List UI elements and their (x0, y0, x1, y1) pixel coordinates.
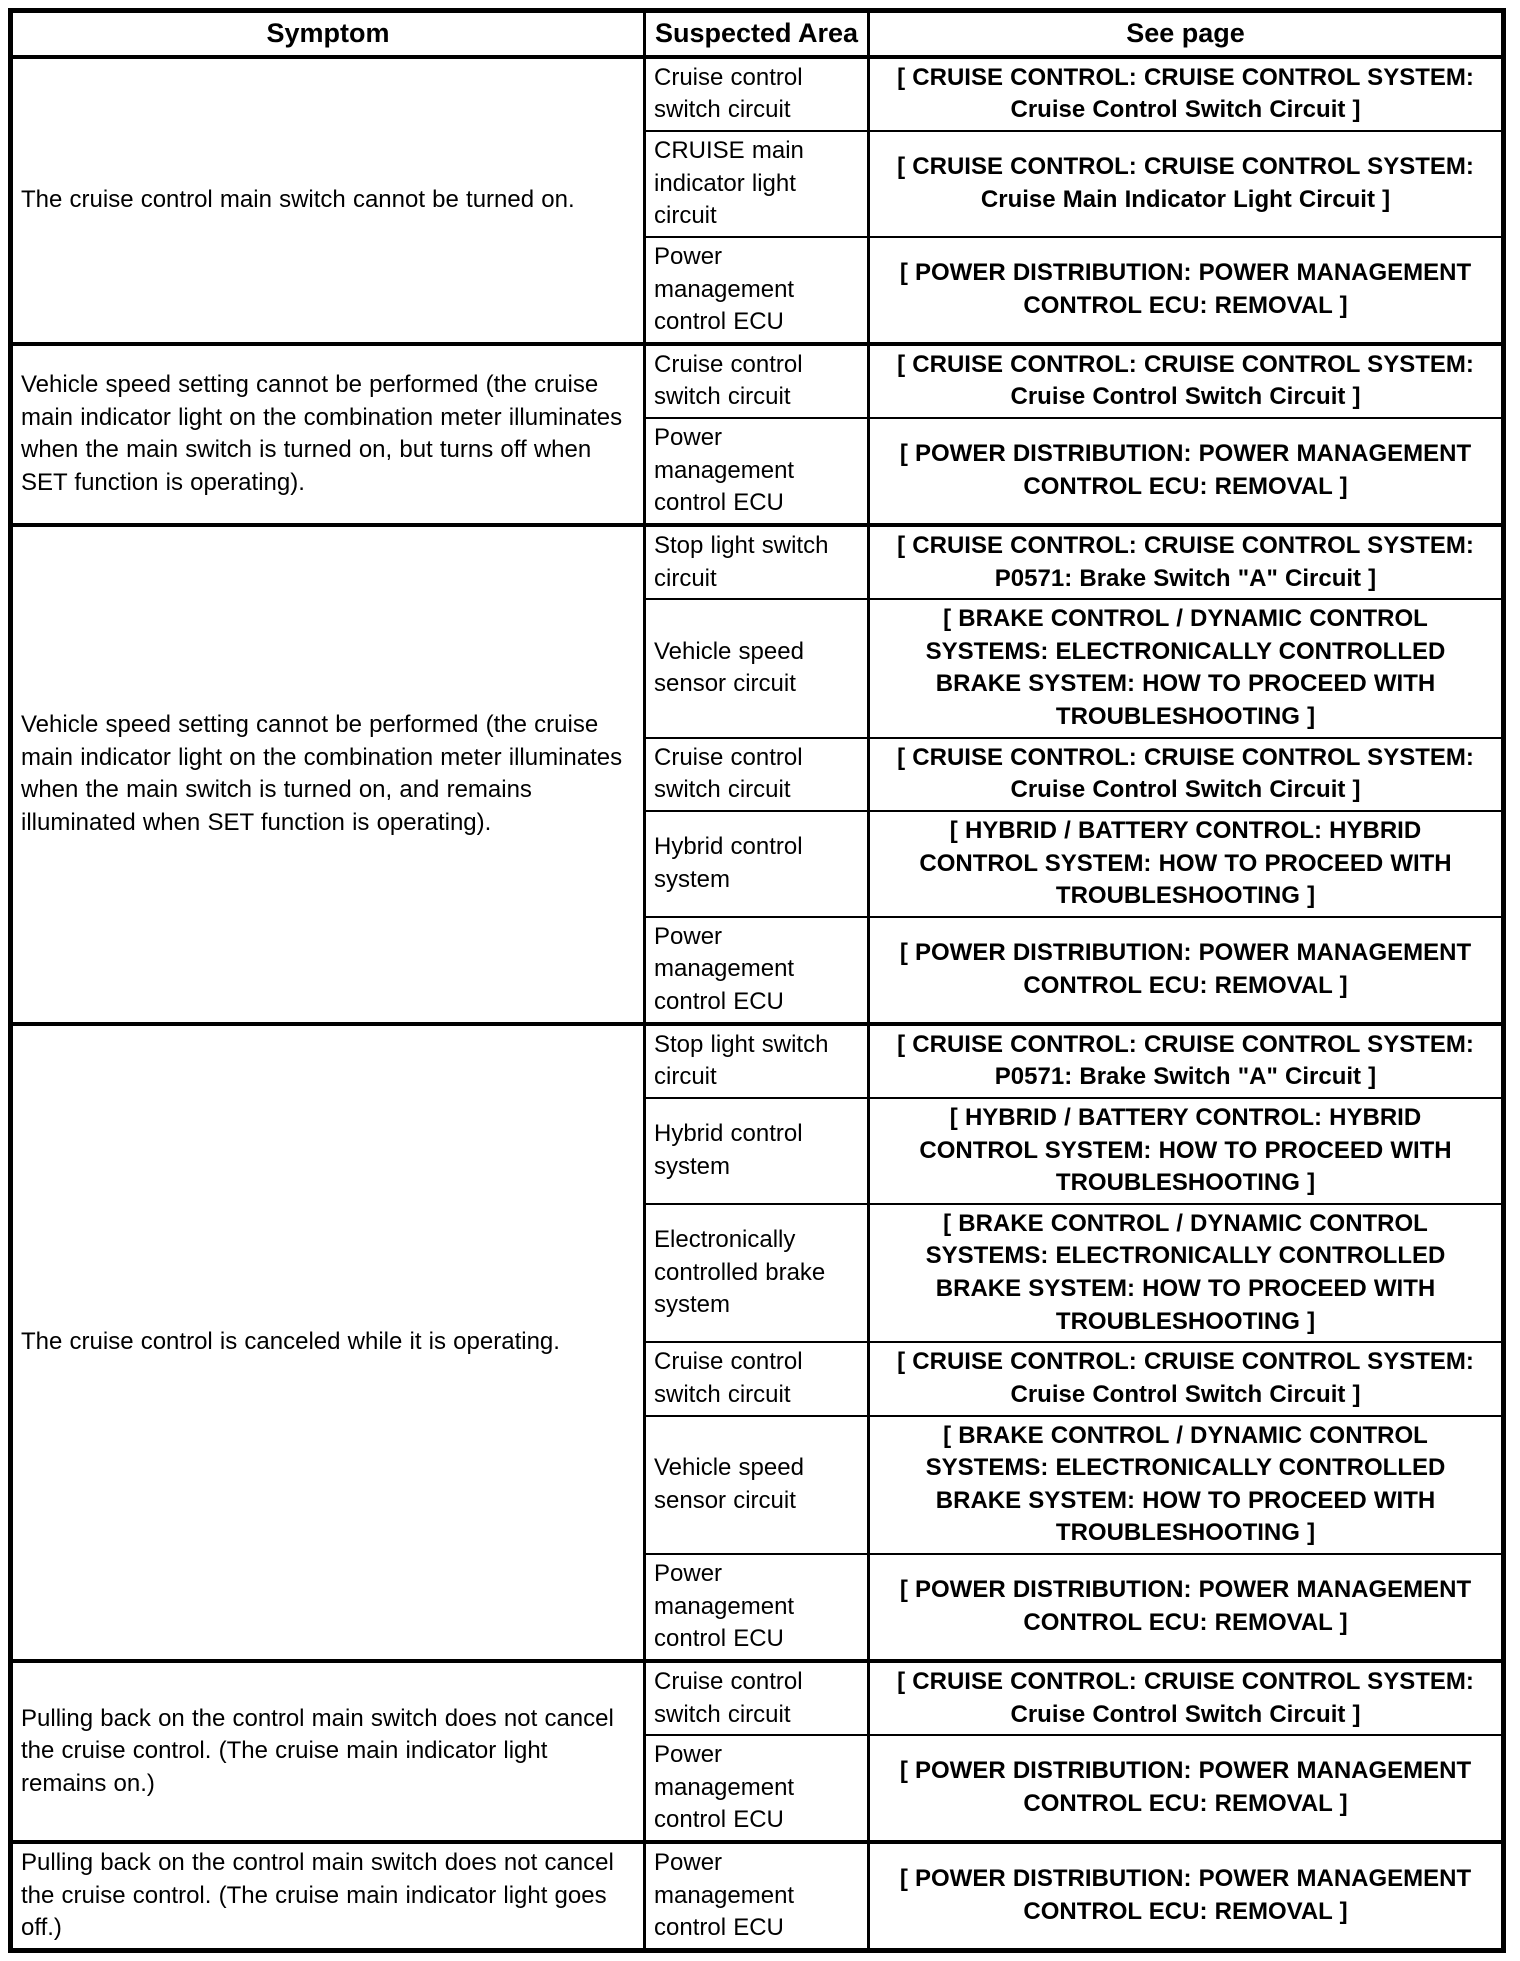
see-page-cell: [ HYBRID / BATTERY CONTROL: HYBRID CONTROL SYSTEM: HOW TO PROCEED WITH TROUBLESHOOTING ] (869, 811, 1504, 917)
symptom-cell: Vehicle speed setting cannot be performed (the cruise main indicator light on the combination meter illuminates when the main switch is turned on, but turns off when SET function is operating). (11, 344, 645, 525)
symptom-cell: The cruise control main switch cannot be turned on. (11, 57, 645, 344)
suspected-area-cell: Power management control ECU (645, 418, 869, 525)
symptom-cell: Vehicle speed setting cannot be performed (the cruise main indicator light on the combination meter illuminates when the main switch is turned on, and remains illuminated when SET function is operating). (11, 525, 645, 1024)
see-page-cell: [ CRUISE CONTROL: CRUISE CONTROL SYSTEM: Cruise Control Switch Circuit ] (869, 1661, 1504, 1735)
suspected-area-cell: Cruise control switch circuit (645, 1661, 869, 1735)
symptom-cell: Pulling back on the control main switch does not cancel the cruise control. (The cruise main indicator light remains on.) (11, 1661, 645, 1842)
see-page-cell: [ POWER DISTRIBUTION: POWER MANAGEMENT CONTROL ECU: REMOVAL ] (869, 418, 1504, 525)
suspected-area-cell: Cruise control switch circuit (645, 1342, 869, 1415)
table-body (11, 57, 1504, 1951)
table-row (11, 344, 1504, 418)
table-row (11, 1842, 1504, 1950)
see-page-cell: [ BRAKE CONTROL / DYNAMIC CONTROL SYSTEMS: ELECTRONICALLY CONTROLLED BRAKE SYSTEM: HOW TO PROCEED WITH TROUBLESHOOTING ] (869, 599, 1504, 738)
suspected-area-cell: Vehicle speed sensor circuit (645, 599, 869, 738)
suspected-area-cell: Power management control ECU (645, 917, 869, 1024)
header-see-page: See page (869, 11, 1504, 57)
suspected-area-cell: Hybrid control system (645, 1098, 869, 1204)
suspected-area-cell: Cruise control switch circuit (645, 57, 869, 131)
suspected-area-cell: Power management control ECU (645, 1735, 869, 1842)
see-page-cell: [ CRUISE CONTROL: CRUISE CONTROL SYSTEM: Cruise Control Switch Circuit ] (869, 344, 1504, 418)
header-symptom: Symptom (11, 11, 645, 57)
suspected-area-cell: Cruise control switch circuit (645, 344, 869, 418)
problem-symptoms-table (8, 8, 1506, 1953)
suspected-area-cell: Power management control ECU (645, 237, 869, 344)
see-page-cell: [ CRUISE CONTROL: CRUISE CONTROL SYSTEM: Cruise Main Indicator Light Circuit ] (869, 131, 1504, 237)
header-suspected-area: Suspected Area (645, 11, 869, 57)
see-page-cell: [ POWER DISTRIBUTION: POWER MANAGEMENT CONTROL ECU: REMOVAL ] (869, 1554, 1504, 1661)
see-page-cell: [ CRUISE CONTROL: CRUISE CONTROL SYSTEM: Cruise Control Switch Circuit ] (869, 738, 1504, 811)
header-row (11, 11, 1504, 57)
suspected-area-cell: Cruise control switch circuit (645, 738, 869, 811)
suspected-area-cell: Power management control ECU (645, 1842, 869, 1950)
see-page-cell: [ CRUISE CONTROL: CRUISE CONTROL SYSTEM: P0571: Brake Switch "A" Circuit ] (869, 1024, 1504, 1098)
suspected-area-cell: Stop light switch circuit (645, 1024, 869, 1098)
suspected-area-cell: CRUISE main indicator light circuit (645, 131, 869, 237)
see-page-cell: [ CRUISE CONTROL: CRUISE CONTROL SYSTEM: Cruise Control Switch Circuit ] (869, 1342, 1504, 1415)
table-row (11, 57, 1504, 131)
see-page-cell: [ POWER DISTRIBUTION: POWER MANAGEMENT CONTROL ECU: REMOVAL ] (869, 1735, 1504, 1842)
suspected-area-cell: Stop light switch circuit (645, 525, 869, 599)
suspected-area-cell: Power management control ECU (645, 1554, 869, 1661)
see-page-cell: [ POWER DISTRIBUTION: POWER MANAGEMENT CONTROL ECU: REMOVAL ] (869, 237, 1504, 344)
table-row (11, 1661, 1504, 1735)
table-row (11, 1024, 1504, 1098)
see-page-cell: [ CRUISE CONTROL: CRUISE CONTROL SYSTEM: Cruise Control Switch Circuit ] (869, 57, 1504, 131)
symptom-cell: The cruise control is canceled while it is operating. (11, 1024, 645, 1661)
see-page-cell: [ BRAKE CONTROL / DYNAMIC CONTROL SYSTEMS: ELECTRONICALLY CONTROLLED BRAKE SYSTEM: HOW TO PROCEED WITH TROUBLESHOOTING ] (869, 1416, 1504, 1555)
suspected-area-cell: Hybrid control system (645, 811, 869, 917)
see-page-cell: [ POWER DISTRIBUTION: POWER MANAGEMENT CONTROL ECU: REMOVAL ] (869, 917, 1504, 1024)
see-page-cell: [ BRAKE CONTROL / DYNAMIC CONTROL SYSTEMS: ELECTRONICALLY CONTROLLED BRAKE SYSTEM: HOW TO PROCEED WITH TROUBLESHOOTING ] (869, 1204, 1504, 1343)
suspected-area-cell: Electronically controlled brake system (645, 1204, 869, 1343)
see-page-cell: [ HYBRID / BATTERY CONTROL: HYBRID CONTROL SYSTEM: HOW TO PROCEED WITH TROUBLESHOOTING ] (869, 1098, 1504, 1204)
suspected-area-cell: Vehicle speed sensor circuit (645, 1416, 869, 1555)
table-row (11, 525, 1504, 599)
symptom-cell: Pulling back on the control main switch does not cancel the cruise control. (The cruise main indicator light goes off.) (11, 1842, 645, 1950)
see-page-cell: [ CRUISE CONTROL: CRUISE CONTROL SYSTEM: P0571: Brake Switch "A" Circuit ] (869, 525, 1504, 599)
see-page-cell: [ POWER DISTRIBUTION: POWER MANAGEMENT CONTROL ECU: REMOVAL ] (869, 1842, 1504, 1950)
